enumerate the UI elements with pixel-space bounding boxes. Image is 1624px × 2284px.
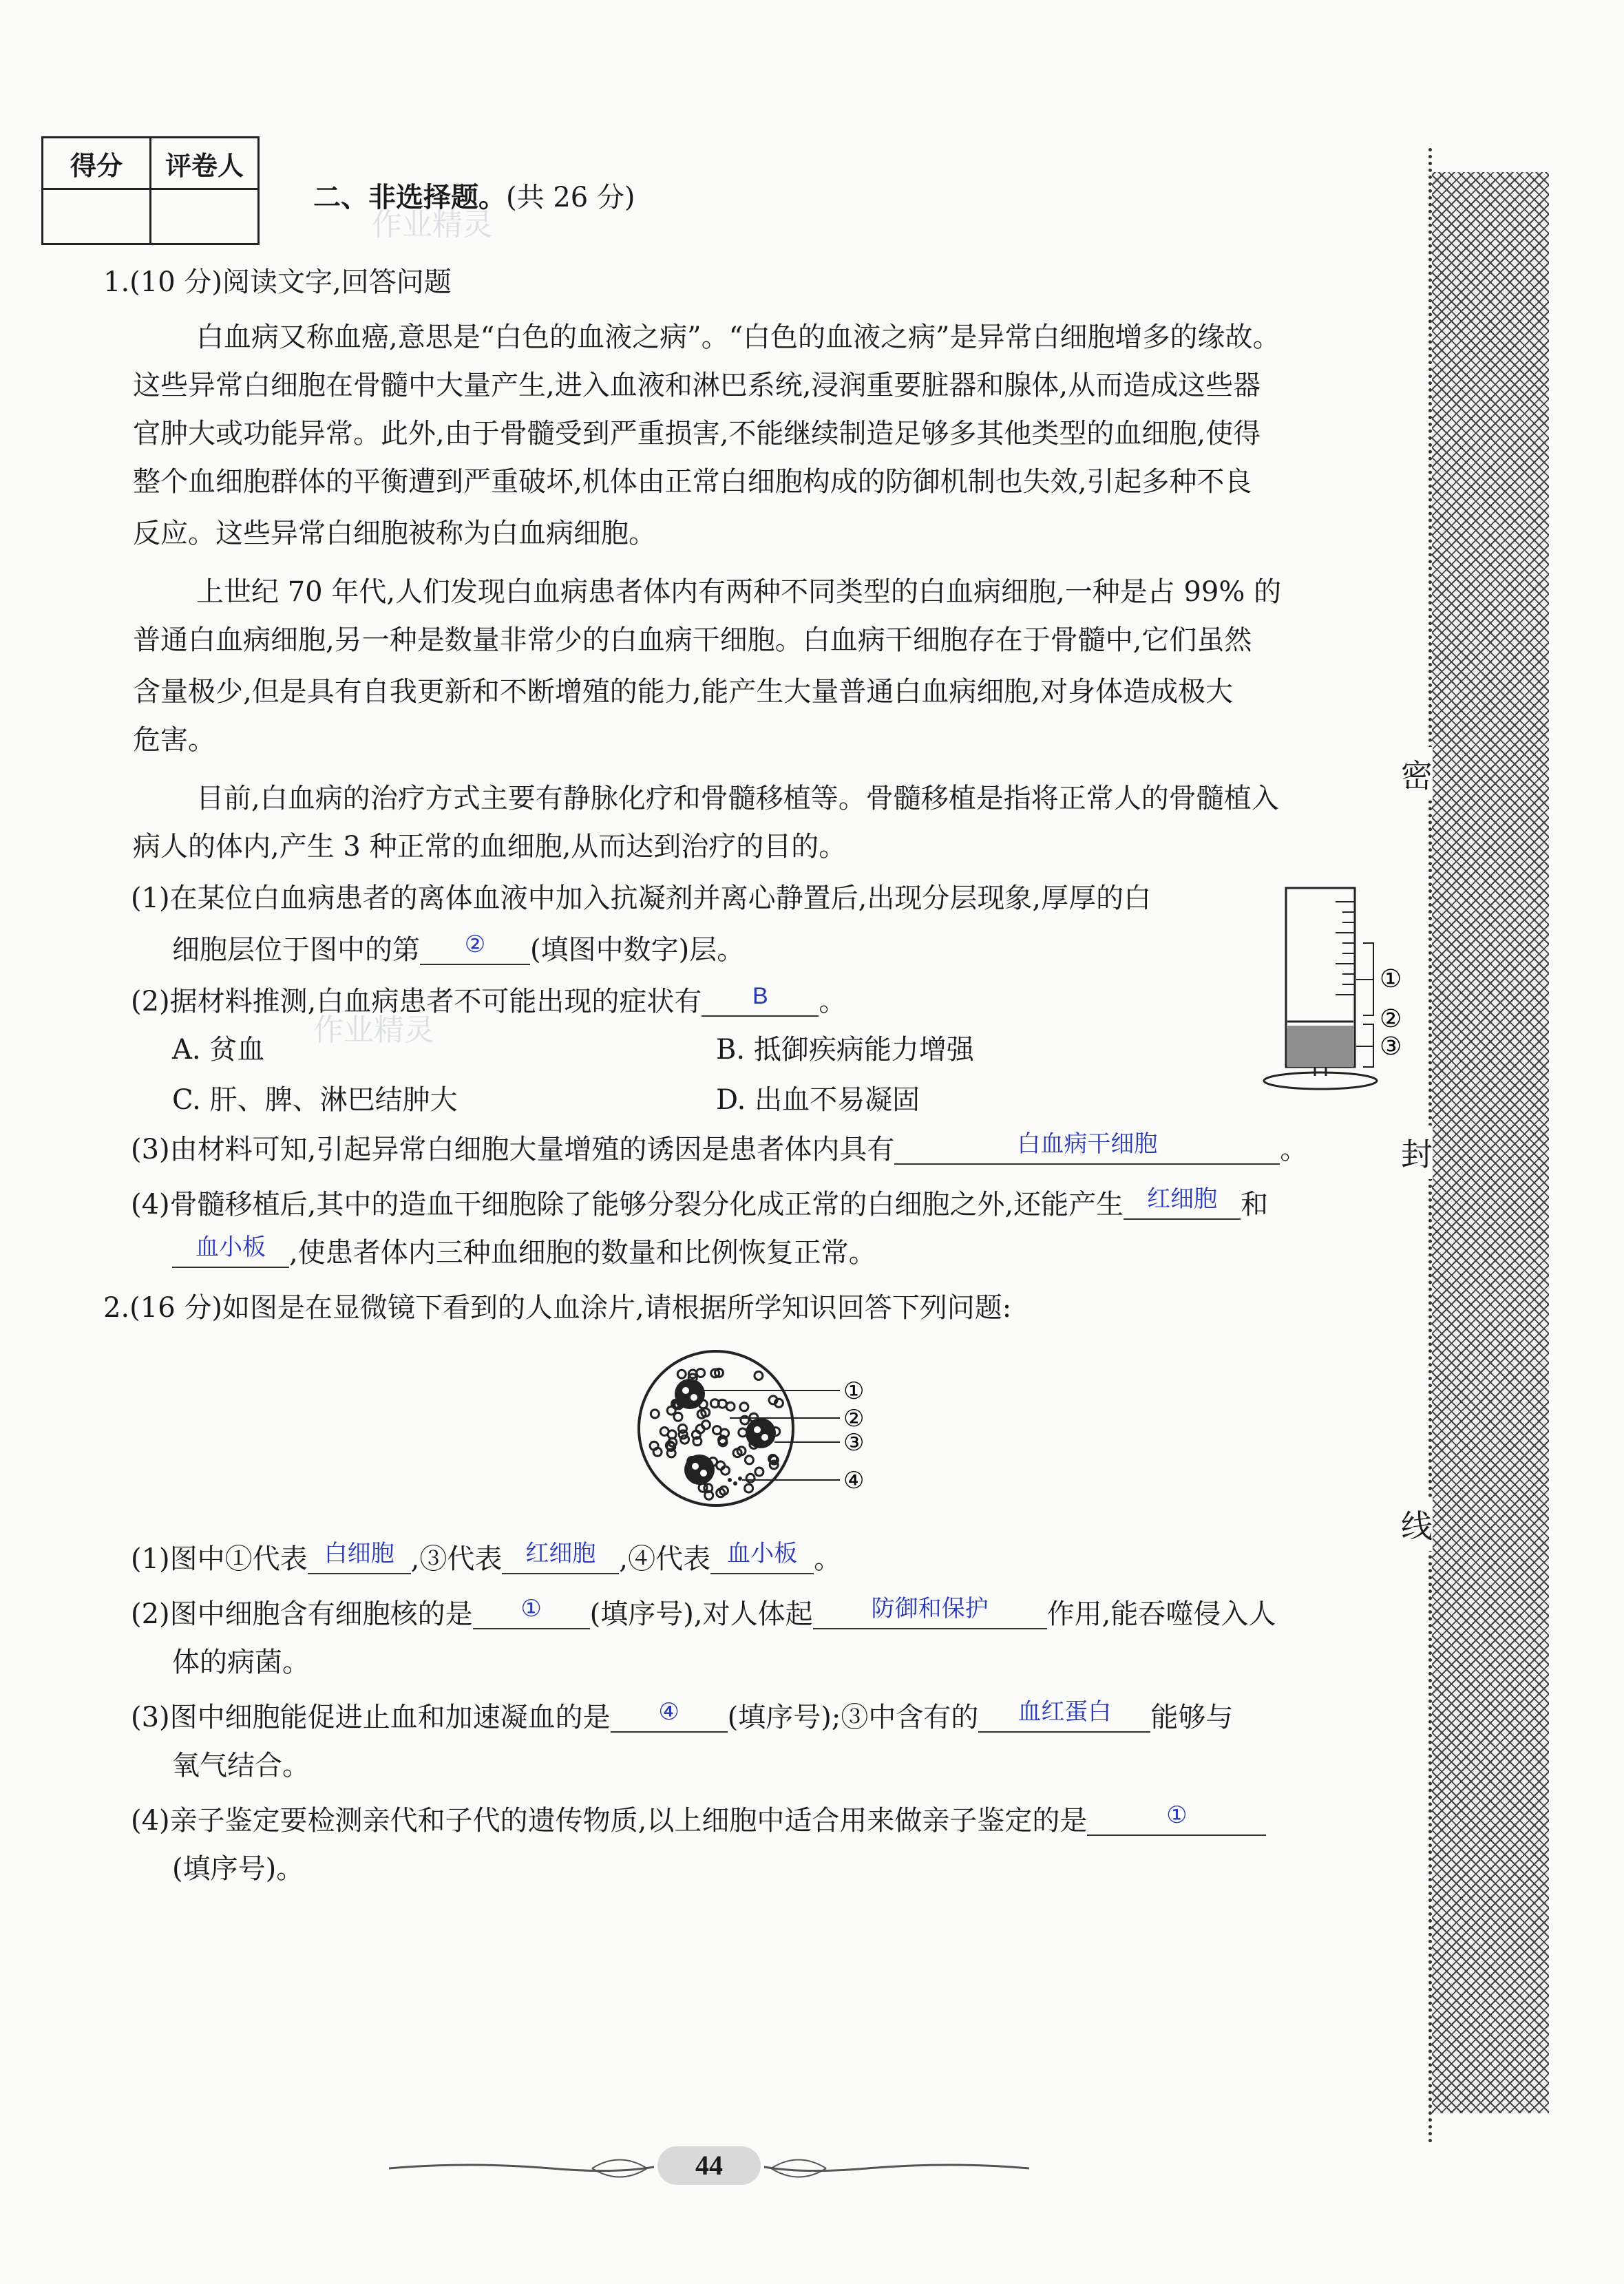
answer-blank[interactable] — [172, 1234, 289, 1268]
answer: 红细胞 — [1147, 1186, 1218, 1212]
answer-blank[interactable] — [710, 1541, 814, 1574]
answer-blank[interactable] — [611, 1699, 728, 1733]
answer: 血小板 — [196, 1234, 266, 1260]
answer-blank[interactable] — [308, 1541, 411, 1574]
fig-label: ④ — [843, 1467, 865, 1494]
red-blood-cell — [741, 1416, 749, 1424]
q1-sub1: 细胞层位于图中的第 ② (填图中数字)层。 — [172, 931, 745, 966]
q1-text-line: 上世纪 70 年代,人们发现白血病患者体内有两种不同类型的白血病细胞,一种是占 99% 的 — [196, 576, 1282, 608]
answer-blank[interactable] — [420, 931, 530, 965]
red-blood-cell — [721, 1466, 730, 1474]
seal-char-mi: 密 — [1401, 747, 1433, 801]
watermark: 作业精灵 — [313, 1013, 434, 1048]
page-number: 44 — [657, 2146, 761, 2185]
answer-blank[interactable] — [894, 1131, 1280, 1165]
q2-sub3: (3)图中细胞能促进止血和加速凝血的是 ④ (填序号);③中含有的 $^{血红蛋白}$ 能够与 — [131, 1699, 1234, 1733]
q1-text-line: 这些异常白细胞在骨髓中大量产生,进入血液和淋巴系统,浸润重要脏器和腺体,从而造成这些器 — [133, 370, 1261, 401]
q1-sub3: (3)由材料可知,引起异常白细胞大量增殖的诱因是患者体内具有 $^{白血病干细胞}$ 。 — [131, 1131, 1308, 1165]
page-footer — [386, 2148, 1033, 2189]
q1-text-line: 普通白血病细胞,另一种是数量非常少的白血病干细胞。白血病干细胞存在于骨髓中,它们虽然 — [133, 624, 1252, 656]
red-blood-cell — [679, 1430, 687, 1439]
fig-label: ① — [843, 1377, 865, 1405]
seal-char-xian: 线 — [1401, 1497, 1433, 1551]
tube-label: ② — [1380, 1005, 1402, 1033]
cylinder-ticks — [1336, 902, 1355, 995]
red-blood-cell — [651, 1410, 659, 1418]
answer: 白细胞 — [324, 1541, 394, 1567]
platelets — [728, 1477, 742, 1485]
q2-sub1: (1)图中①代表 $^{白细胞}$ ,③代表 $^{红细胞}$ ,④代表 $^{血小板}$ 。 — [131, 1541, 842, 1575]
answer-blank[interactable] — [1124, 1186, 1241, 1220]
answer: ① — [520, 1596, 542, 1622]
score-cell — [43, 189, 151, 244]
answer: 白血病干细胞 — [1017, 1131, 1158, 1157]
q1-title: 1.(10 分)阅读文字,回答问题 — [103, 266, 452, 298]
tube-label: ③ — [1380, 1033, 1402, 1061]
fig-label: ③ — [843, 1429, 865, 1457]
q1-text-line: 整个血细胞群体的平衡遭到严重破坏,机体由正常白细胞构成的防御机制也失效,引起多种不良 — [133, 466, 1252, 498]
red-blood-cell — [717, 1461, 725, 1470]
answer-blank[interactable] — [502, 1541, 619, 1574]
q1-sub2: (2)据材料推测,白血病患者不可能出现的症状有 $^B$ 。 — [131, 983, 847, 1017]
watermark: 作业精灵 — [372, 207, 493, 242]
answer-blank[interactable] — [1087, 1802, 1266, 1836]
q1-text-line: 目前,白血病的治疗方式主要有静脉化疗和骨髓移植等。骨髓移植是指将正常人的骨髓植入 — [196, 783, 1279, 814]
q1-text-line: 含量极少,但是具有自我更新和不断增殖的能力,能产生大量普通白血病细胞,对身体造成极大 — [133, 676, 1234, 708]
answer: 血小板 — [727, 1541, 798, 1567]
red-blood-cell — [755, 1468, 763, 1476]
q1-text-line: 白血病又称血癌,意思是“白色的血液之病”。“白色的血液之病”是异常白细胞增多的缘故。 — [196, 321, 1280, 353]
q1-sub1-line: (1)在某位白血病患者的离体血液中加入抗凝剂并离心静置后,出现分层现象,厚厚的白 — [131, 882, 1152, 914]
red-blood-cell — [739, 1428, 747, 1437]
grader-header: 评卷人 — [151, 138, 259, 189]
q1-text-line: 反应。这些异常白细胞被称为白血病细胞。 — [133, 518, 656, 549]
seal-pattern-band — [1432, 172, 1549, 2113]
cylinder-base — [1264, 1072, 1377, 1089]
seal-char-feng: 封 — [1401, 1125, 1433, 1179]
score-header: 得分 — [43, 138, 151, 189]
answer: 红细胞 — [525, 1541, 596, 1567]
red-blood-cell — [745, 1484, 753, 1492]
blood-smear-figure — [633, 1342, 909, 1521]
red-blood-cell — [726, 1402, 735, 1410]
red-blood-cell — [713, 1426, 721, 1435]
answer-blank[interactable] — [813, 1596, 1047, 1629]
q1-text-line: 病人的体内,产生 3 种正常的血细胞,从而达到治疗的目的。 — [133, 831, 847, 863]
option-b: B. 抵御疾病能力增强 — [716, 1034, 974, 1066]
score-table — [41, 136, 260, 245]
q2-sub4: (4)亲子鉴定要检测亲代和子代的遗传物质,以上细胞中适合用来做亲子鉴定的是 ① — [131, 1807, 1266, 1836]
option-c: C. 肝、脾、淋巴结肿大 — [172, 1084, 458, 1116]
answer-blank[interactable] — [473, 1596, 590, 1629]
q2-title: 2.(16 分)如图是在显微镜下看到的人血涂片,请根据所学知识回答下列问题: — [103, 1292, 1012, 1324]
answer: ② — [464, 931, 486, 958]
q1-text-line: 官肿大或功能异常。此外,由于骨髓受到严重损害,不能继续制造足够多其他类型的血细胞,使得 — [133, 418, 1261, 450]
answer: ④ — [658, 1699, 679, 1725]
red-cell-layer — [1287, 1026, 1353, 1067]
q1-text-line: 危害。 — [133, 724, 215, 756]
section-title: 二、非选择题。(共 26 分) — [313, 181, 635, 213]
q2-sub2: (2)图中细胞含有细胞核的是 ① (填序号),对人体起 $^{防御和保护}$ 作用,能吞噬侵入人 — [131, 1596, 1276, 1630]
answer: 血红蛋白 — [1017, 1699, 1112, 1725]
answer: ① — [1166, 1802, 1188, 1828]
tube-label: ① — [1380, 965, 1402, 993]
answer-blank[interactable] — [978, 1699, 1150, 1733]
red-blood-cell — [674, 1413, 682, 1421]
red-blood-cell — [746, 1474, 755, 1482]
option-a: A. 贫血 — [172, 1034, 265, 1066]
red-blood-cell — [740, 1403, 748, 1411]
q2-sub2-line2: 体的病菌。 — [172, 1647, 310, 1678]
answer: B — [752, 983, 768, 1009]
red-blood-cell — [755, 1372, 763, 1380]
fig-label: ② — [843, 1405, 865, 1432]
red-blood-cell — [677, 1370, 686, 1378]
answer-blank[interactable] — [702, 983, 819, 1017]
q2-sub3-line2: 氧气结合。 — [172, 1750, 310, 1781]
red-blood-cell — [745, 1456, 753, 1464]
option-d: D. 出血不易凝固 — [716, 1084, 920, 1116]
grader-cell — [151, 189, 259, 244]
q2-sub4-line2: (填序号)。 — [172, 1853, 304, 1885]
q1-sub4: (4)骨髓移植后,其中的造血干细胞除了能够分裂分化成正常的白细胞之外,还能产生 $^{红细胞}$ 和 — [131, 1186, 1269, 1220]
q1-sub4-line2: $^{血小板}$ ,使患者体内三种血细胞的数量和比例恢复正常。 — [172, 1239, 876, 1268]
answer: 防御和保护 — [871, 1596, 989, 1622]
cylinder-figure — [1260, 881, 1411, 1095]
